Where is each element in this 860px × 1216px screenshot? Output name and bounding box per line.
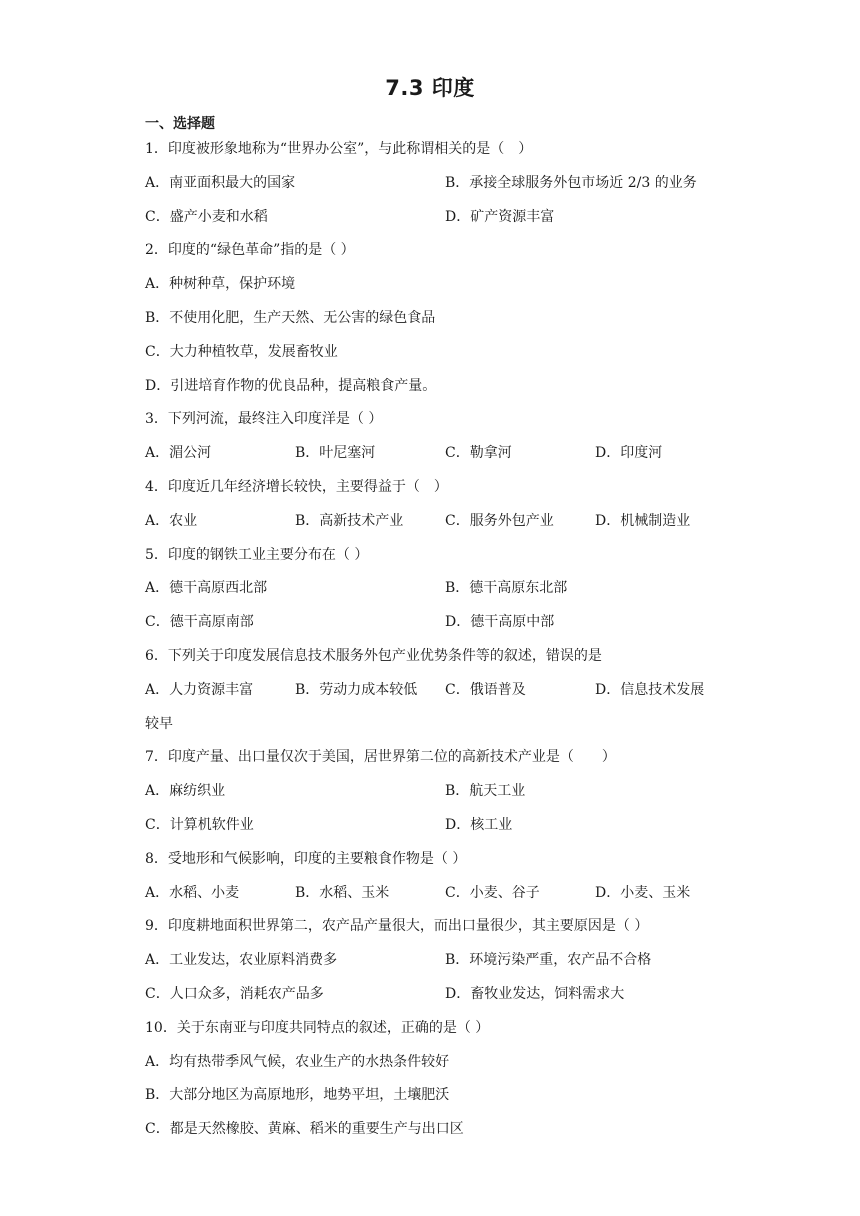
option: A．德干高原西北部 bbox=[145, 580, 268, 597]
option-row bbox=[145, 577, 725, 611]
option: A．南亚面积最大的国家 bbox=[145, 174, 296, 191]
option: C．勒拿河 bbox=[445, 445, 512, 462]
option: A．水稻、小麦 bbox=[145, 884, 240, 901]
option-row bbox=[145, 882, 725, 916]
option: D．机械制造业 bbox=[595, 512, 691, 529]
option-row bbox=[145, 983, 725, 1017]
option: A．人力资源丰富 bbox=[145, 681, 254, 698]
option: D．德干高原中部 bbox=[445, 614, 555, 631]
question-stem: 4．印度近几年经济增长较快，主要得益于（ ） bbox=[145, 478, 448, 495]
option: D．信息技术发展 bbox=[595, 681, 705, 698]
option: B．叶尼塞河 bbox=[295, 445, 376, 462]
option: A．种树种草，保护环境 bbox=[145, 276, 296, 293]
question-stem: 3．下列河流，最终注入印度洋是（ ） bbox=[145, 411, 383, 428]
option: C．都是天然橡胶、黄麻、稻米的重要生产与出口区 bbox=[145, 1121, 464, 1138]
option: B．航天工业 bbox=[445, 783, 526, 800]
option: C．俄语普及 bbox=[445, 681, 526, 698]
option: C．人口众多，消耗农产品多 bbox=[145, 985, 324, 1002]
question-list bbox=[145, 138, 725, 1152]
option: D．引进培育作物的优良品种，提高粮食产量。 bbox=[145, 377, 437, 394]
option: B．劳动力成本较低 bbox=[295, 681, 418, 698]
option-row bbox=[145, 442, 725, 476]
option: B．大部分地区为高原地形，地势平坦，土壤肥沃 bbox=[145, 1087, 450, 1104]
option-row bbox=[145, 510, 725, 544]
option: A．湄公河 bbox=[145, 445, 212, 462]
question-stem: 10．关于东南亚与印度共同特点的叙述，正确的是（ ） bbox=[145, 1019, 490, 1036]
option: A．麻纺织业 bbox=[145, 783, 226, 800]
option: B．德干高原东北部 bbox=[445, 580, 568, 597]
option: A．农业 bbox=[145, 512, 198, 529]
option: D．矿产资源丰富 bbox=[445, 208, 555, 225]
option: C．计算机软件业 bbox=[145, 816, 254, 833]
option: C．服务外包产业 bbox=[445, 512, 554, 529]
option: A．工业发达，农业原料消费多 bbox=[145, 952, 338, 969]
option-row bbox=[145, 780, 725, 814]
option: D．小麦、玉米 bbox=[595, 884, 691, 901]
option: D．核工业 bbox=[445, 816, 513, 833]
option-row bbox=[145, 206, 725, 240]
option-continuation: 较早 bbox=[145, 715, 173, 732]
option: B．高新技术产业 bbox=[295, 512, 404, 529]
question-stem: 7．印度产量、出口量仅次于美国，居世界第二位的高新技术产业是（ ） bbox=[145, 749, 616, 766]
option: C．大力种植牧草，发展畜牧业 bbox=[145, 343, 338, 360]
section-heading: 一、选择题 bbox=[145, 116, 215, 132]
question-stem: 8．受地形和气候影响，印度的主要粮食作物是（ ） bbox=[145, 850, 467, 867]
option: C．盛产小麦和水稻 bbox=[145, 208, 268, 225]
document-title: 7.3 印度 bbox=[385, 76, 475, 100]
option: C．小麦、谷子 bbox=[445, 884, 540, 901]
option: D．畜牧业发达，饲料需求大 bbox=[445, 985, 625, 1002]
option: B．环境污染严重，农产品不合格 bbox=[445, 952, 652, 969]
option-row bbox=[145, 679, 725, 713]
option: B．承接全球服务外包市场近 2/3 的业务 bbox=[445, 174, 697, 191]
option-row bbox=[145, 949, 725, 983]
option: A．均有热带季风气候，农业生产的水热条件较好 bbox=[145, 1053, 450, 1070]
question-stem: 2．印度的“绿色革命”指的是（ ） bbox=[145, 242, 355, 259]
option-row bbox=[145, 611, 725, 645]
option: D．印度河 bbox=[595, 445, 663, 462]
option-row bbox=[145, 172, 725, 206]
option-row bbox=[145, 814, 725, 848]
option: B．不使用化肥，生产天然、无公害的绿色食品 bbox=[145, 309, 436, 326]
question-stem: 5．印度的钢铁工业主要分布在（ ） bbox=[145, 546, 369, 563]
question-stem: 6．下列关于印度发展信息技术服务外包产业优势条件等的叙述，错误的是 bbox=[145, 647, 602, 664]
question-stem: 9．印度耕地面积世界第二，农产品产量很大，而出口量很少，其主要原因是（ ） bbox=[145, 918, 649, 935]
option: B．水稻、玉米 bbox=[295, 884, 390, 901]
question-stem: 1．印度被形象地称为“世界办公室”，与此称谓相关的是（ ） bbox=[145, 141, 533, 157]
option: C．德干高原南部 bbox=[145, 614, 254, 631]
